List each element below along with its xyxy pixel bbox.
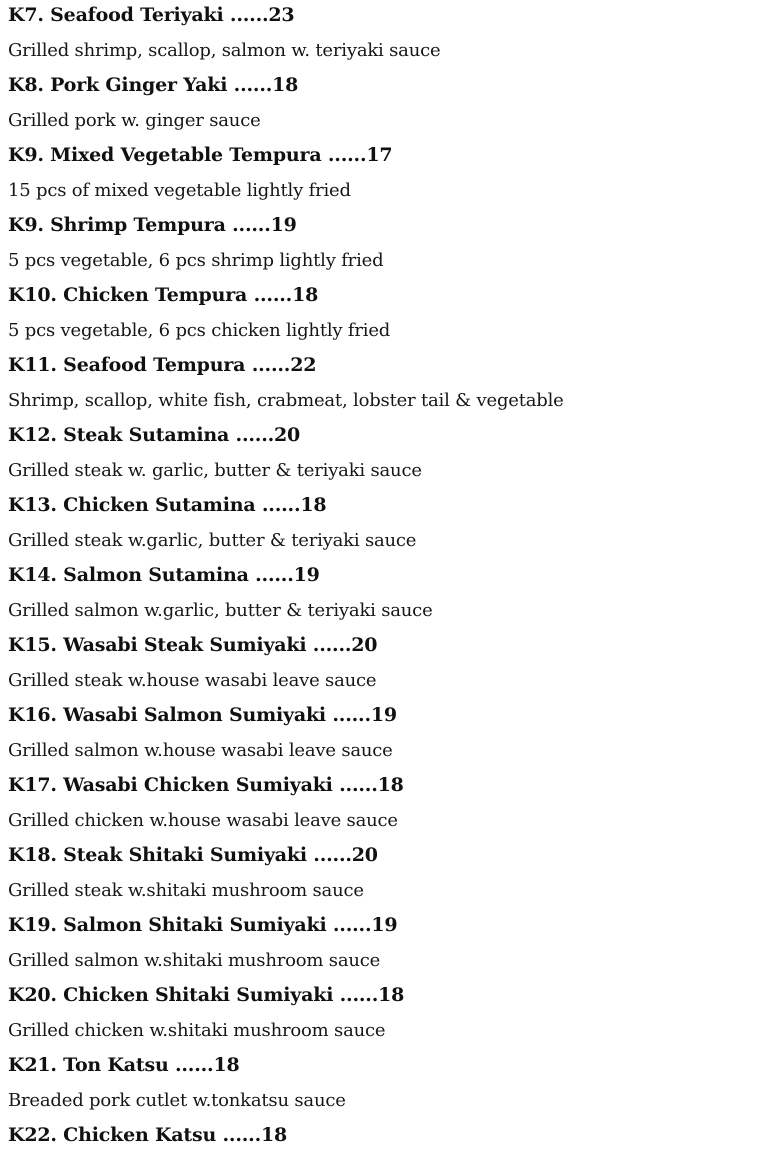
menu-item-title: K11. Seafood Tempura ......22 [8, 354, 317, 376]
menu-item-description: Grilled chicken w.house wasabi leave sauce [8, 810, 398, 831]
menu-item-description: Breaded pork cutlet w.tonkatsu sauce [8, 1090, 346, 1111]
menu-item-title: K9. Shrimp Tempura ......19 [8, 214, 297, 236]
menu-item-title: K19. Salmon Shitaki Sumiyaki ......19 [8, 914, 398, 936]
menu-item-description: Grilled salmon w.house wasabi leave sauce [8, 740, 393, 761]
menu-item-description: 15 pcs of mixed vegetable lightly fried [8, 180, 351, 201]
menu-item-title: K9. Mixed Vegetable Tempura ......17 [8, 144, 393, 166]
menu-item-title: K12. Steak Sutamina ......20 [8, 424, 301, 446]
menu-item-description: Grilled steak w.house wasabi leave sauce [8, 670, 377, 691]
menu-item-description: Grilled shrimp, scallop, salmon w. teriyaki sauce [8, 40, 441, 61]
menu-item-title: K20. Chicken Shitaki Sumiyaki ......18 [8, 984, 405, 1006]
menu-item-title: K21. Ton Katsu ......18 [8, 1054, 240, 1076]
menu-item-description: Grilled steak w.garlic, butter & teriyaki sauce [8, 530, 417, 551]
menu-item-title: K7. Seafood Teriyaki ......23 [8, 4, 295, 26]
menu-item-title: K22. Chicken Katsu ......18 [8, 1124, 288, 1146]
menu-item-title: K16. Wasabi Salmon Sumiyaki ......19 [8, 704, 397, 726]
menu-item-description: Shrimp, scallop, white fish, crabmeat, lobster tail & vegetable [8, 390, 564, 411]
menu-item-description: Grilled salmon w.shitaki mushroom sauce [8, 950, 381, 971]
menu-item-description: Grilled steak w. garlic, butter & teriyaki sauce [8, 460, 422, 481]
menu-item-description: 5 pcs vegetable, 6 pcs chicken lightly fried [8, 320, 391, 341]
menu-item-title: K14. Salmon Sutamina ......19 [8, 564, 320, 586]
menu-list [8, 0, 763, 1155]
menu-item-description: Grilled steak w.shitaki mushroom sauce [8, 880, 364, 901]
menu-item-description: 5 pcs vegetable, 6 pcs shrimp lightly fried [8, 250, 384, 271]
menu-item-description: Grilled chicken w.shitaki mushroom sauce [8, 1020, 386, 1041]
menu-item-title: K15. Wasabi Steak Sumiyaki ......20 [8, 634, 378, 656]
menu-item-title: K8. Pork Ginger Yaki ......18 [8, 74, 299, 96]
menu-item-description: Grilled salmon w.garlic, butter & teriyaki sauce [8, 600, 433, 621]
menu-item-title: K10. Chicken Tempura ......18 [8, 284, 319, 306]
menu-item-title: K13. Chicken Sutamina ......18 [8, 494, 327, 516]
menu-item-title: K18. Steak Shitaki Sumiyaki ......20 [8, 844, 378, 866]
menu-item-description: Grilled pork w. ginger sauce [8, 110, 261, 131]
menu-item-title: K17. Wasabi Chicken Sumiyaki ......18 [8, 774, 404, 796]
